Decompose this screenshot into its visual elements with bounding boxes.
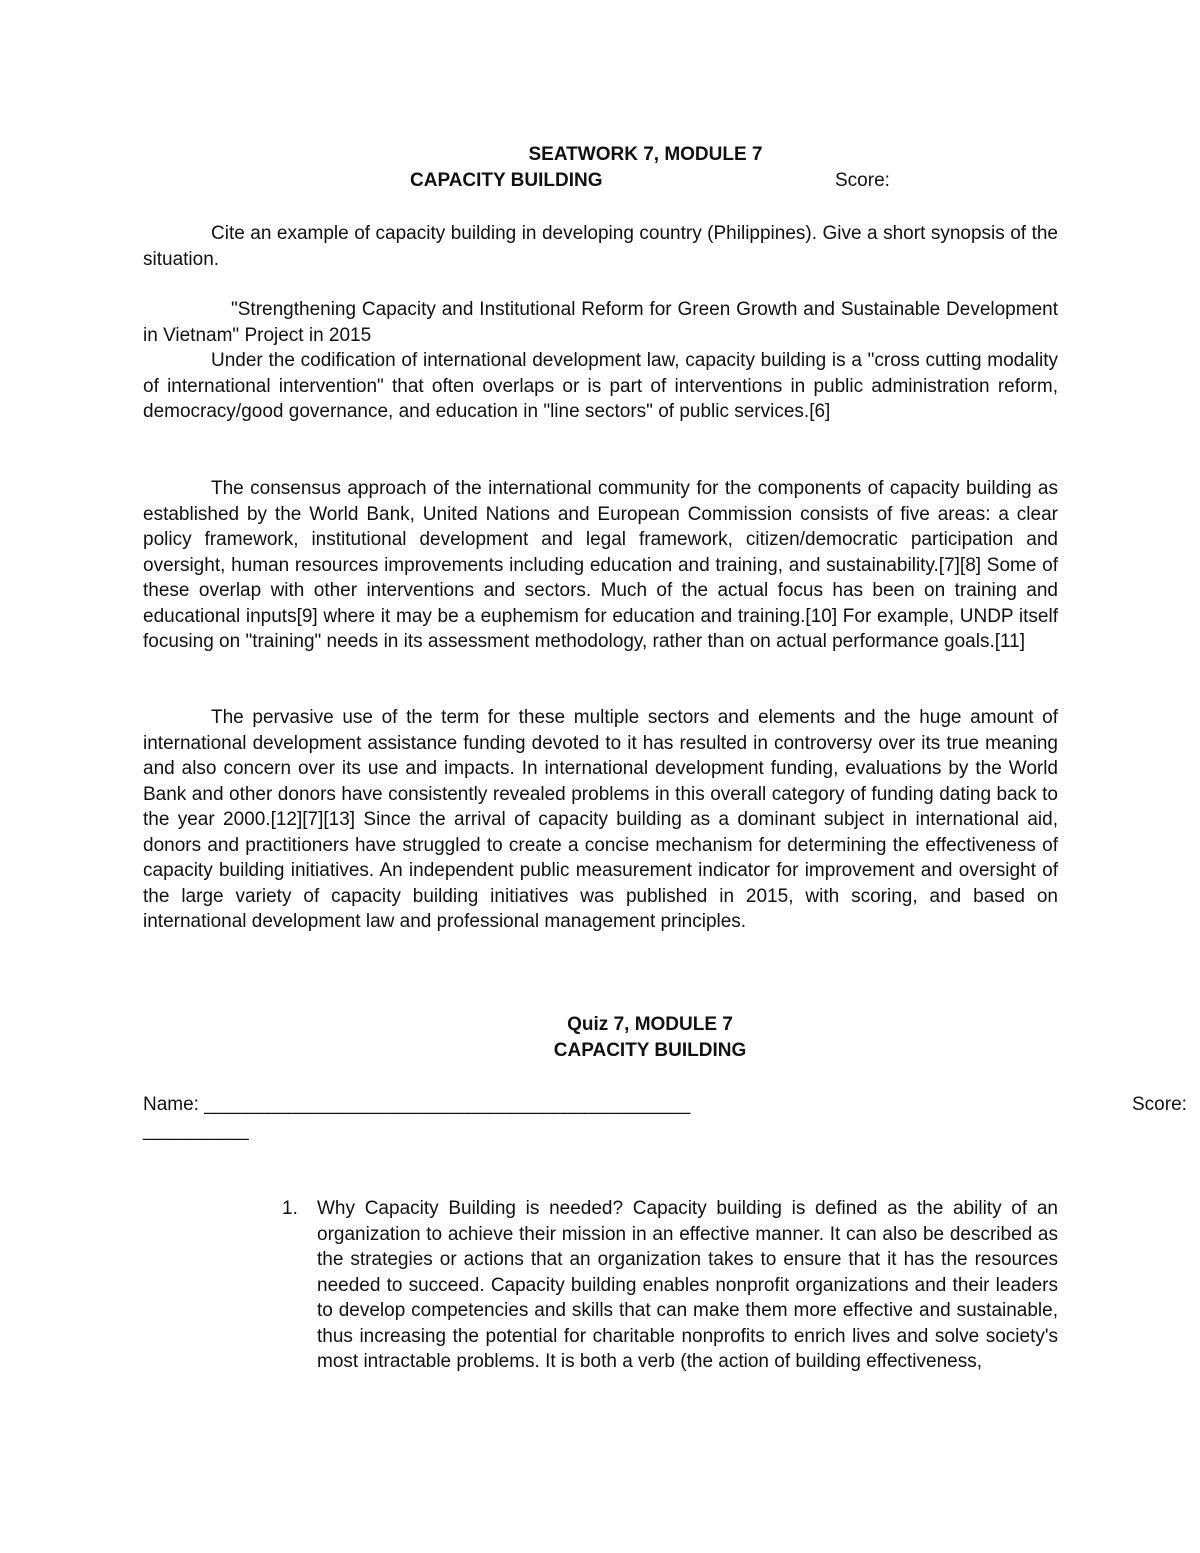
seatwork-prompt: Cite an example of capacity building in developing country (Philippines). Give a short synopsis of the situation. [143,223,1058,270]
quiz-score-field: __________ [143,1120,249,1141]
quiz-name-field: Name: ______________________________________________ [143,1094,691,1115]
question-number: 1. [282,1198,298,1219]
seatwork-paragraph-1: Under the codification of international development law, capacity building is a "cross cutting modality of international intervention" that often overlaps or is part of interventions in public administration reform, democracy/good governance, and education in "line sectors" of public services.[6] [143,350,1058,422]
project-title: "Strengthening Capacity and Institutional Reform for Green Growth and Sustainable Development in Vietnam" Project in 2015 [143,299,1058,346]
seatwork-score-label: Score: [835,170,890,191]
seatwork-subtitle: CAPACITY BUILDING [410,170,603,191]
quiz-score-label: Score: [1132,1094,1187,1115]
quiz-question-list [282,1196,1058,1375]
question-text: Why Capacity Building is needed? Capacity building is defined as the ability of an organization to achieve their mission in an effective manner. It can also be described as the strategies or actions that an organization takes to ensure that it has the resources needed to succeed. Capacity building enables nonprofit organizations and their leaders to develop competencies and skills that can make them more effective and sustainable, thus increasing the potential for charitable nonprofits to enrich lives and solve society's most intractable problems. It is both a verb (the action of building effectiveness, [317,1198,1058,1372]
quiz-subtitle: CAPACITY BUILDING [553,1040,747,1061]
seatwork-paragraph-3: The pervasive use of the term for these multiple sectors and elements and the huge amount of international development assistance funding devoted to it has resulted in controversy over its true meaning and also concern over its use and impacts. In international development funding, evaluations by the World Bank and other donors have consistently revealed problems in this overall category of funding dating back to the year 2000.[12][7][13] Since the arrival of capacity building as a dominant subject in international aid, donors and practitioners have struggled to create a concise mechanism for determining the effectiveness of capacity building initiatives. An independent public measurement indicator for improvement and oversight of the large variety of capacity building initiatives was published in 2015, with scoring, and based on international development law and professional management principles. [143,707,1058,932]
list-item [282,1196,1058,1375]
seatwork-title: SEATWORK 7, MODULE 7 [528,144,763,165]
quiz-title: Quiz 7, MODULE 7 [567,1014,733,1035]
seatwork-paragraph-2: The consensus approach of the international community for the components of capacity building as established by the World Bank, United Nations and European Commission consists of five areas: a clear policy framework, institutional development and legal framework, citizen/democratic participation and oversight, human resources improvements including education and training, and sustainability.[7][8] Some of these overlap with other interventions and sectors. Much of the actual focus has been on training and educational inputs[9] where it may be a euphemism for education and training.[10] For example, UNDP itself focusing on "training" needs in its assessment methodology, rather than on actual performance goals.[11] [143,478,1058,652]
